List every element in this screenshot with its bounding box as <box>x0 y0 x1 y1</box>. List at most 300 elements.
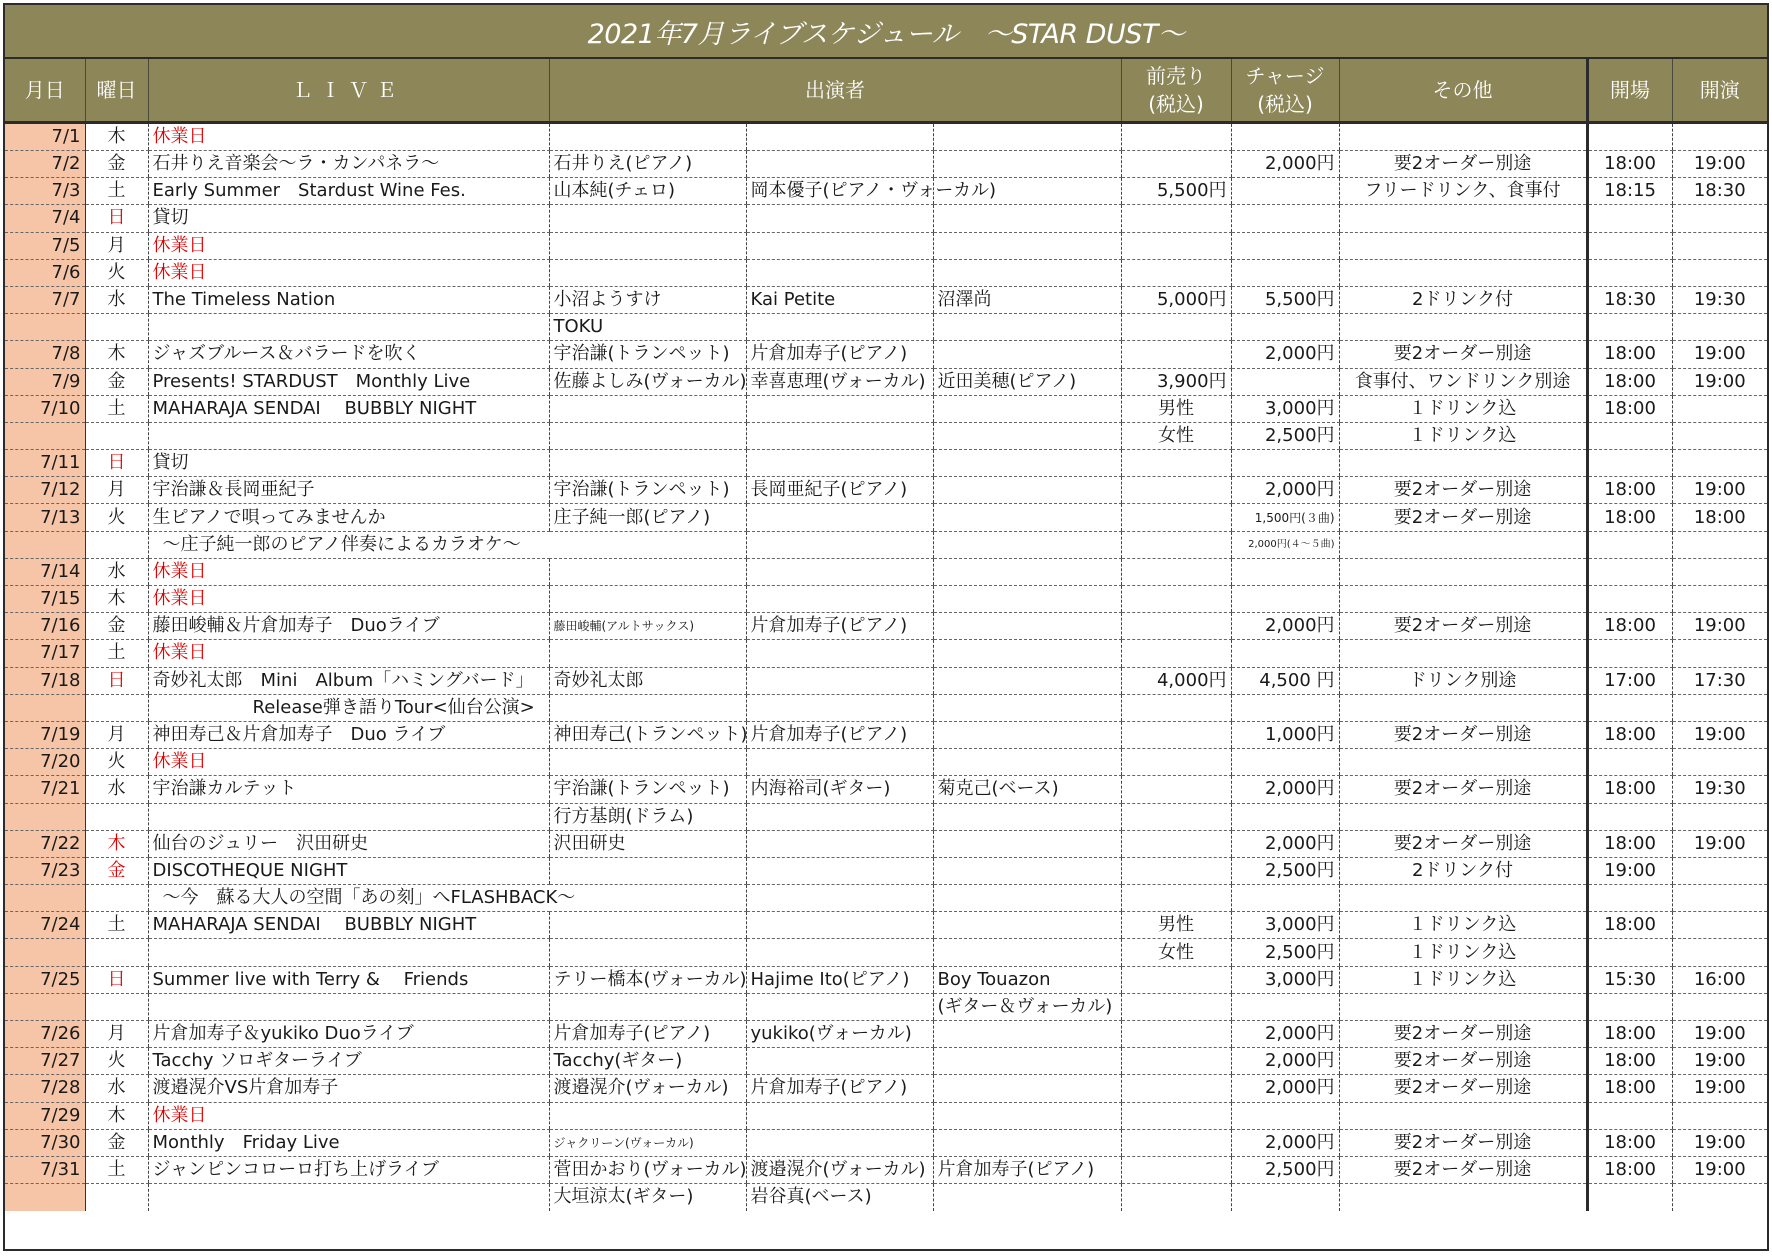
start-time-cell: 17:30 <box>1672 667 1767 694</box>
charge-cell <box>1231 1184 1339 1211</box>
other-cell <box>1339 450 1587 477</box>
schedule-row <box>5 1021 1767 1048</box>
date-cell: 7/29 <box>5 1102 85 1129</box>
date-cell <box>5 314 85 341</box>
other-cell: 2ドリンク付 <box>1339 286 1587 313</box>
performer-cell-2: 幸喜恵理(ヴォーカル) <box>746 368 933 395</box>
weekday-cell: 木 <box>85 586 148 613</box>
performer-cell-1: 宇治謙(トランペット) <box>549 477 746 504</box>
performer-cell-3 <box>933 151 1121 178</box>
schedule-row <box>5 341 1767 368</box>
open-time-cell <box>1587 123 1672 151</box>
live-cell: The Timeless Nation <box>148 286 549 313</box>
weekday-cell <box>85 1184 148 1211</box>
date-cell: 7/31 <box>5 1156 85 1183</box>
charge-cell <box>1231 123 1339 151</box>
date-cell: 7/7 <box>5 286 85 313</box>
start-time-cell: 19:00 <box>1672 1021 1767 1048</box>
performer-cell-1: 行方基朗(ドラム) <box>549 803 746 830</box>
date-cell <box>5 885 85 912</box>
performer-cell-1 <box>549 232 746 259</box>
performer-cell-2: 岩谷真(ベース) <box>746 1184 933 1211</box>
open-time-cell: 18:00 <box>1587 368 1672 395</box>
schedule-row <box>5 857 1767 884</box>
date-cell: 7/13 <box>5 504 85 531</box>
performer-cell-3: Boy Touazon <box>933 966 1121 993</box>
weekday-cell: 木 <box>85 123 148 151</box>
charge-cell <box>1231 1102 1339 1129</box>
other-cell <box>1339 531 1587 558</box>
schedule-row <box>5 830 1767 857</box>
charge-cell: 2,500円 <box>1231 857 1339 884</box>
performer-cell-2 <box>746 912 933 939</box>
performer-cell-1: Tacchy(ギター) <box>549 1048 746 1075</box>
performer-cell-3 <box>933 259 1121 286</box>
advance-price-cell: 4,000円 <box>1121 667 1231 694</box>
performer-cell-3 <box>933 1021 1121 1048</box>
open-time-cell <box>1587 422 1672 449</box>
live-cell: ジャンピンコローロ打ち上げライブ <box>148 1156 549 1183</box>
schedule-row <box>5 450 1767 477</box>
open-time-cell: 18:00 <box>1587 477 1672 504</box>
advance-price-cell <box>1121 640 1231 667</box>
advance-price-cell <box>1121 749 1231 776</box>
performer-cell-2 <box>746 232 933 259</box>
advance-price-cell <box>1121 1102 1231 1129</box>
advance-price-cell <box>1121 586 1231 613</box>
charge-cell <box>1231 205 1339 232</box>
open-time-cell <box>1587 232 1672 259</box>
live-cell: 休業日 <box>148 586 549 613</box>
weekday-cell: 土 <box>85 178 148 205</box>
performer-cell-1: 藤田峻輔(アルトサックス) <box>549 613 746 640</box>
performer-cell-3 <box>933 1129 1121 1156</box>
charge-cell: 3,000円 <box>1231 966 1339 993</box>
open-time-cell: 15:30 <box>1587 966 1672 993</box>
live-cell: 生ピアノで唄ってみませんか <box>148 504 549 531</box>
open-time-cell <box>1587 803 1672 830</box>
open-time-cell <box>1587 259 1672 286</box>
schedule-row <box>5 721 1767 748</box>
weekday-cell: 金 <box>85 857 148 884</box>
date-cell: 7/25 <box>5 966 85 993</box>
performer-cell-1: 片倉加寿子(ピアノ) <box>549 1021 746 1048</box>
date-cell: 7/9 <box>5 368 85 395</box>
header-advance <box>1121 59 1231 123</box>
header-advance-line2: (税込) <box>1148 92 1204 116</box>
header-row <box>5 59 1767 123</box>
schedule-body <box>5 123 1767 1211</box>
advance-price-cell <box>1121 857 1231 884</box>
other-cell <box>1339 1102 1587 1129</box>
performer-cell-3 <box>933 341 1121 368</box>
performer-cell-3 <box>933 232 1121 259</box>
weekday-cell: 金 <box>85 151 148 178</box>
charge-cell: 2,000円 <box>1231 341 1339 368</box>
performer-cell-2: 片倉加寿子(ピアノ) <box>746 721 933 748</box>
start-time-cell <box>1672 205 1767 232</box>
live-cell <box>148 993 549 1020</box>
performer-cell-1: テリー橋本(ヴォーカル) <box>549 966 746 993</box>
open-time-cell <box>1587 314 1672 341</box>
start-time-cell <box>1672 558 1767 585</box>
performer-cell-3: 菊克己(ベース) <box>933 776 1121 803</box>
schedule-row <box>5 395 1767 422</box>
weekday-cell <box>85 531 148 558</box>
date-cell <box>5 694 85 721</box>
weekday-cell: 木 <box>85 341 148 368</box>
performer-cell-1 <box>549 912 746 939</box>
advance-price-cell <box>1121 885 1231 912</box>
performer-cell-2 <box>746 885 933 912</box>
date-cell: 7/24 <box>5 912 85 939</box>
charge-cell <box>1231 749 1339 776</box>
open-time-cell: 17:00 <box>1587 667 1672 694</box>
charge-cell <box>1231 314 1339 341</box>
performer-cell-1: 佐藤よしみ(ヴォーカル) <box>549 368 746 395</box>
charge-cell: 2,000円 <box>1231 776 1339 803</box>
advance-price-cell <box>1121 694 1231 721</box>
date-cell: 7/12 <box>5 477 85 504</box>
open-time-cell: 18:00 <box>1587 1048 1672 1075</box>
weekday-cell <box>85 422 148 449</box>
charge-cell <box>1231 259 1339 286</box>
performer-cell-2 <box>746 151 933 178</box>
charge-cell: 2,000円 <box>1231 1021 1339 1048</box>
date-cell: 7/6 <box>5 259 85 286</box>
schedule-row <box>5 123 1767 151</box>
other-cell: 要2オーダー別途 <box>1339 1156 1587 1183</box>
start-time-cell <box>1672 586 1767 613</box>
advance-price-cell <box>1121 314 1231 341</box>
other-cell: １ドリンク込 <box>1339 422 1587 449</box>
header-advance-line1: 前売り <box>1146 64 1207 88</box>
other-cell: 2ドリンク付 <box>1339 857 1587 884</box>
charge-cell <box>1231 368 1339 395</box>
other-cell <box>1339 749 1587 776</box>
header-weekday: 曜日 <box>85 59 148 123</box>
open-time-cell: 18:00 <box>1587 395 1672 422</box>
date-cell: 7/15 <box>5 586 85 613</box>
performer-cell-2 <box>746 259 933 286</box>
advance-price-cell <box>1121 776 1231 803</box>
other-cell: 要2オーダー別途 <box>1339 477 1587 504</box>
advance-price-cell <box>1121 993 1231 1020</box>
date-cell <box>5 531 85 558</box>
charge-cell: 2,500円 <box>1231 422 1339 449</box>
performer-cell-3 <box>933 721 1121 748</box>
live-cell: ～今 蘇る大人の空間「あの刻」へFLASHBACK～ <box>148 885 746 912</box>
live-cell <box>148 422 549 449</box>
schedule-row <box>5 1129 1767 1156</box>
live-cell: DISCOTHEQUE NIGHT <box>148 857 549 884</box>
performer-cell-2: Hajime Ito(ピアノ) <box>746 966 933 993</box>
open-time-cell: 18:00 <box>1587 830 1672 857</box>
performer-cell-2 <box>746 1048 933 1075</box>
schedule-row <box>5 993 1767 1020</box>
live-cell: 休業日 <box>148 749 549 776</box>
charge-cell: 4,500 円 <box>1231 667 1339 694</box>
other-cell <box>1339 232 1587 259</box>
date-cell: 7/18 <box>5 667 85 694</box>
advance-price-cell <box>1121 232 1231 259</box>
open-time-cell: 18:00 <box>1587 613 1672 640</box>
weekday-cell <box>85 694 148 721</box>
charge-cell <box>1231 450 1339 477</box>
start-time-cell: 19:00 <box>1672 1048 1767 1075</box>
other-cell <box>1339 586 1587 613</box>
start-time-cell <box>1672 259 1767 286</box>
start-time-cell <box>1672 395 1767 422</box>
schedule-row <box>5 1075 1767 1102</box>
charge-cell <box>1231 232 1339 259</box>
charge-cell <box>1231 885 1339 912</box>
advance-price-cell: 女性 <box>1121 939 1231 966</box>
performer-cell-2: 渡邉滉介(ヴォーカル) <box>746 1156 933 1183</box>
other-cell: 要2オーダー別途 <box>1339 830 1587 857</box>
schedule-row <box>5 286 1767 313</box>
schedule-row <box>5 803 1767 830</box>
advance-price-cell: 男性 <box>1121 395 1231 422</box>
open-time-cell: 18:00 <box>1587 1156 1672 1183</box>
advance-price-cell <box>1121 1156 1231 1183</box>
live-cell: MAHARAJA SENDAI BUBBLY NIGHT <box>148 395 549 422</box>
date-cell: 7/26 <box>5 1021 85 1048</box>
weekday-cell: 金 <box>85 613 148 640</box>
open-time-cell <box>1587 1184 1672 1211</box>
performer-cell-2 <box>746 1129 933 1156</box>
charge-cell <box>1231 558 1339 585</box>
performer-cell-3 <box>933 1048 1121 1075</box>
performer-cell-1 <box>549 993 746 1020</box>
weekday-cell: 土 <box>85 1156 148 1183</box>
weekday-cell: 水 <box>85 1075 148 1102</box>
performer-cell-3 <box>933 749 1121 776</box>
performer-cell-1 <box>549 422 746 449</box>
schedule-row <box>5 259 1767 286</box>
date-cell: 7/5 <box>5 232 85 259</box>
schedule-row <box>5 776 1767 803</box>
start-time-cell: 19:00 <box>1672 368 1767 395</box>
advance-price-cell <box>1121 1129 1231 1156</box>
live-cell: 仙台のジュリー 沢田研史 <box>148 830 549 857</box>
performer-cell-2: 片倉加寿子(ピアノ) <box>746 613 933 640</box>
date-cell: 7/2 <box>5 151 85 178</box>
live-cell: Tacchy ソロギターライブ <box>148 1048 549 1075</box>
schedule-row <box>5 314 1767 341</box>
performer-cell-3 <box>933 912 1121 939</box>
performer-cell-2 <box>746 123 933 151</box>
other-cell: 食事付、ワンドリンク別途 <box>1339 368 1587 395</box>
performer-cell-1 <box>549 259 746 286</box>
performer-cell-1: 石井りえ(ピアノ) <box>549 151 746 178</box>
start-time-cell <box>1672 1102 1767 1129</box>
charge-cell: 2,500円 <box>1231 939 1339 966</box>
performer-cell-3 <box>933 694 1121 721</box>
start-time-cell <box>1672 857 1767 884</box>
live-cell: 奇妙礼太郎 Mini Album「ハミングバード」 <box>148 667 549 694</box>
performer-cell-2 <box>746 939 933 966</box>
performer-cell-3 <box>933 830 1121 857</box>
performer-cell-2: 片倉加寿子(ピアノ) <box>746 341 933 368</box>
open-time-cell <box>1587 993 1672 1020</box>
performer-cell-1 <box>549 640 746 667</box>
performer-cell-1 <box>549 857 746 884</box>
schedule-row <box>5 232 1767 259</box>
performer-cell-2 <box>746 450 933 477</box>
other-cell <box>1339 885 1587 912</box>
charge-cell: 3,000円 <box>1231 395 1339 422</box>
performer-cell-2 <box>746 205 933 232</box>
other-cell <box>1339 259 1587 286</box>
advance-price-cell <box>1121 341 1231 368</box>
advance-price-cell <box>1121 205 1231 232</box>
advance-price-cell <box>1121 259 1231 286</box>
weekday-cell: 水 <box>85 286 148 313</box>
start-time-cell <box>1672 939 1767 966</box>
performer-cell-2 <box>746 749 933 776</box>
performer-cell-1 <box>549 694 746 721</box>
charge-cell: 5,500円 <box>1231 286 1339 313</box>
title-bar <box>5 5 1767 59</box>
start-time-cell: 19:30 <box>1672 286 1767 313</box>
date-cell: 7/23 <box>5 857 85 884</box>
charge-cell: 2,000円 <box>1231 1129 1339 1156</box>
date-cell: 7/14 <box>5 558 85 585</box>
header-other: その他 <box>1339 59 1587 123</box>
open-time-cell: 18:00 <box>1587 721 1672 748</box>
weekday-cell <box>85 314 148 341</box>
live-cell: 貸切 <box>148 205 549 232</box>
start-time-cell: 18:00 <box>1672 504 1767 531</box>
weekday-cell: 木 <box>85 830 148 857</box>
date-cell: 7/19 <box>5 721 85 748</box>
schedule-page <box>3 3 1769 1251</box>
start-time-cell <box>1672 531 1767 558</box>
charge-cell <box>1231 694 1339 721</box>
start-time-cell <box>1672 450 1767 477</box>
start-time-cell: 16:00 <box>1672 966 1767 993</box>
weekday-cell: 日 <box>85 966 148 993</box>
charge-cell <box>1231 178 1339 205</box>
weekday-cell: 日 <box>85 667 148 694</box>
performer-cell-1 <box>549 1102 746 1129</box>
schedule-row <box>5 1184 1767 1211</box>
performer-cell-3 <box>933 123 1121 151</box>
charge-cell: 2,000円 <box>1231 151 1339 178</box>
date-cell: 7/3 <box>5 178 85 205</box>
charge-cell: 2,000円 <box>1231 1048 1339 1075</box>
charge-cell: 2,000円 <box>1231 477 1339 504</box>
start-time-cell: 19:00 <box>1672 1156 1767 1183</box>
advance-price-cell: 男性 <box>1121 912 1231 939</box>
open-time-cell <box>1587 205 1672 232</box>
performer-cell-1: 大垣涼太(ギター) <box>549 1184 746 1211</box>
performer-cell-3 <box>933 531 1121 558</box>
date-cell: 7/30 <box>5 1129 85 1156</box>
advance-price-cell <box>1121 450 1231 477</box>
weekday-cell: 土 <box>85 395 148 422</box>
performer-cell-3: 片倉加寿子(ピアノ) <box>933 1156 1121 1183</box>
performer-cell-2 <box>746 558 933 585</box>
performer-cell-1: 宇治謙(トランペット) <box>549 776 746 803</box>
page-title: 2021年7月ライブスケジュール ～STAR DUST～ <box>587 18 1185 50</box>
open-time-cell: 19:00 <box>1587 857 1672 884</box>
charge-cell <box>1231 586 1339 613</box>
performer-cell-3 <box>933 885 1121 912</box>
performer-cell-1: 宇治謙(トランペット) <box>549 341 746 368</box>
schedule-row <box>5 531 1767 558</box>
live-cell: 石井りえ音楽会～ラ・カンパネラ～ <box>148 151 549 178</box>
schedule-row <box>5 504 1767 531</box>
date-cell <box>5 1184 85 1211</box>
charge-cell: 2,000円 <box>1231 1075 1339 1102</box>
advance-price-cell <box>1121 558 1231 585</box>
other-cell: １ドリンク込 <box>1339 395 1587 422</box>
schedule-row <box>5 1048 1767 1075</box>
weekday-cell <box>85 885 148 912</box>
date-cell: 7/20 <box>5 749 85 776</box>
performer-cell-3 <box>933 477 1121 504</box>
header-live: ＬＩＶＥ <box>148 59 549 123</box>
other-cell: 要2オーダー別途 <box>1339 1075 1587 1102</box>
advance-price-cell <box>1121 123 1231 151</box>
date-cell <box>5 993 85 1020</box>
advance-price-cell <box>1121 1048 1231 1075</box>
header-charge-line1: チャージ <box>1245 64 1325 88</box>
weekday-cell: 水 <box>85 558 148 585</box>
performer-cell-2 <box>746 667 933 694</box>
other-cell <box>1339 694 1587 721</box>
weekday-cell: 日 <box>85 450 148 477</box>
schedule-row <box>5 1102 1767 1129</box>
live-cell: Presents! STARDUST Monthly Live <box>148 368 549 395</box>
open-time-cell <box>1587 885 1672 912</box>
other-cell <box>1339 123 1587 151</box>
performer-cell-3 <box>933 450 1121 477</box>
live-cell: ジャズブルース＆バラードを吹く <box>148 341 549 368</box>
performer-cell-2 <box>746 395 933 422</box>
performer-cell-1 <box>549 939 746 966</box>
open-time-cell <box>1587 939 1672 966</box>
performer-cell-2 <box>746 640 933 667</box>
open-time-cell: 18:00 <box>1587 1021 1672 1048</box>
performer-cell-3 <box>933 205 1121 232</box>
performer-cell-3 <box>933 504 1121 531</box>
advance-price-cell <box>1121 477 1231 504</box>
other-cell: １ドリンク込 <box>1339 966 1587 993</box>
charge-cell <box>1231 803 1339 830</box>
other-cell: １ドリンク込 <box>1339 912 1587 939</box>
live-cell: 宇治謙カルテット <box>148 776 549 803</box>
live-cell: ～庄子純一郎のピアノ伴奏によるカラオケ～ <box>148 531 746 558</box>
weekday-cell: 土 <box>85 912 148 939</box>
open-time-cell: 18:00 <box>1587 504 1672 531</box>
performer-cell-3 <box>933 613 1121 640</box>
open-time-cell: 18:00 <box>1587 151 1672 178</box>
start-time-cell <box>1672 993 1767 1020</box>
performer-cell-1 <box>549 586 746 613</box>
live-cell: 神田寿己＆片倉加寿子 Duo ライブ <box>148 721 549 748</box>
weekday-cell: 金 <box>85 368 148 395</box>
schedule-row <box>5 477 1767 504</box>
weekday-cell <box>85 803 148 830</box>
other-cell: 要2オーダー別途 <box>1339 1048 1587 1075</box>
live-cell: 休業日 <box>148 232 549 259</box>
advance-price-cell <box>1121 613 1231 640</box>
performer-cell-3 <box>933 640 1121 667</box>
open-time-cell: 18:00 <box>1587 1129 1672 1156</box>
